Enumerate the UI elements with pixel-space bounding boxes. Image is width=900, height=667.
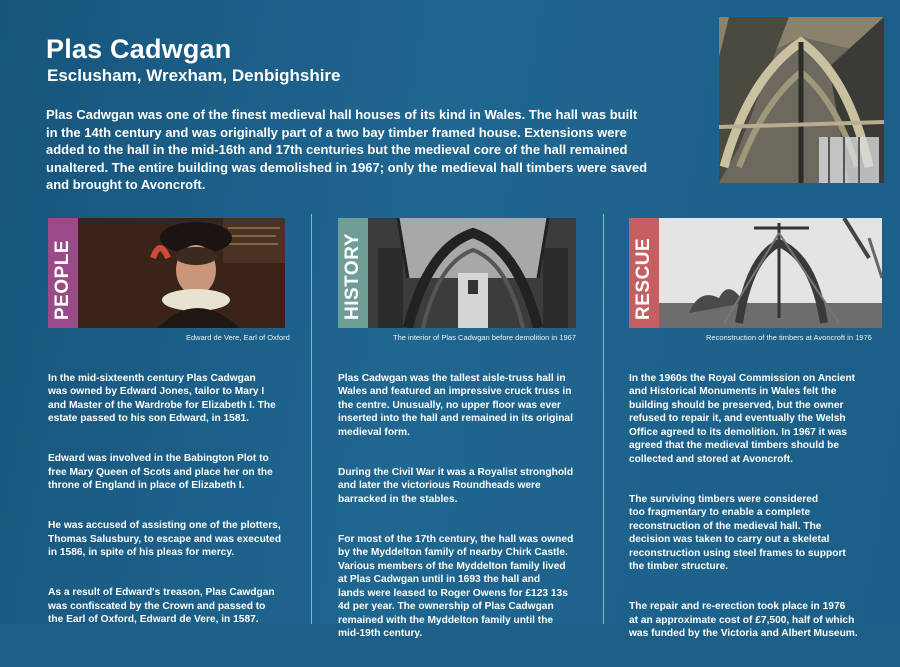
history-text	[338, 358, 600, 667]
column-divider	[603, 214, 604, 624]
page-title: Plas Cadwgan	[46, 34, 232, 64]
intro-paragraph: Plas Cadwgan was one of the finest medieval hall houses of its kind in Wales. The hall was built in the 14th century and was originally part of a two bay timber framed house. Extensions were added to the hall in the mid-16th and 17th centuries but the medieval core of the hall remained unaltered. The entire building was demolished in 1967; only the medieval hall timbers were saved and brought to Avoncroft.	[46, 107, 648, 192]
rescue-paragraph: In the 1960s the Royal Commission on Ancient and Historical Monuments in Wales felt the building should be preserved, but the owner refused to repair it, and eventually the Welsh Office agreed to its demolition. In 1967 it was agreed that the medieval timbers should be collected and stored at Avoncroft.	[629, 372, 856, 465]
people-paragraph: Edward was involved in the Babington Plot to free Mary Queen of Scots and place her on the throne of England in place of Elizabeth I.	[48, 453, 273, 491]
rescue-tag	[629, 218, 659, 328]
rescue-paragraph: The surviving timbers were considered too fragmentary to enable a complete reconstruction of the medieval hall. The decision was taken to carry out a skeletal reconstruction using steel frames to support the timber structure.	[629, 493, 846, 572]
people-paragraph: As a result of Edward's treason, Plas Cawdgan was confiscated by the Crown and passed to the Earl of Oxford, Edward de Vere, in 1587.	[48, 587, 275, 625]
people-caption: Edward de Vere, Earl of Oxford	[186, 333, 290, 342]
people-panel-image	[48, 218, 285, 328]
people-paragraph: He was accused of assisting one of the plotters, Thomas Salusbury, to escape and was executed in 1586, in spite of his pleas for mercy.	[48, 520, 282, 558]
roof-timbers-photo	[719, 17, 884, 183]
history-paragraph: Plas Cadwgan was the tallest aisle-truss hall in Wales and featured an impressive cruck truss in the centre. Unusually, no upper floor was ever inserted into the hall and remained in its original medieval form.	[338, 372, 573, 438]
page-subtitle: Esclusham, Wrexham, Denbighshire	[47, 66, 341, 85]
rescue-paragraph: The repair and re-erection took place in 1976 at an approximate cost of £7,500, half of which was funded by the Victoria and Albert Museum.	[629, 601, 858, 639]
history-tag-label: HISTORY	[342, 233, 363, 320]
history-paragraph: For most of the 17th century, the hall was owned by the Myddelton family of nearby Chirk Castle. Various members of the Myddelton family lived at Plas Cadwgan until in 1693 the hall and lands were leased to Roger Owens for £123 13s 4d per year. The ownership of Plas Cadwgan remained with the Myddelton family until the mid-19th century.	[338, 533, 574, 639]
people-text	[48, 358, 306, 653]
history-paragraph: During the Civil War it was a Royalist stronghold and later the victorious Roundheads were barracked in the stables.	[338, 466, 574, 505]
people-tag	[48, 218, 78, 328]
people-tag-label: PEOPLE	[52, 239, 73, 320]
history-caption: The interior of Plas Cadwgan before demolition in 1967	[393, 333, 577, 342]
rescue-caption: Reconstruction of the timbers at Avoncroft in 1976	[706, 333, 872, 342]
history-panel-image	[338, 218, 576, 328]
rescue-panel-image	[629, 218, 882, 328]
people-paragraph: In the mid-sixteenth century Plas Cadwgan was owned by Edward Jones, tailor to Mary I and Master of the Wardrobe for Elizabeth I. The estate passed to his son Edward, in 1581.	[48, 372, 276, 424]
rescue-tag-label: RESCUE	[633, 237, 654, 320]
history-tag	[338, 218, 368, 328]
column-divider	[311, 214, 312, 624]
rescue-text	[629, 358, 891, 667]
